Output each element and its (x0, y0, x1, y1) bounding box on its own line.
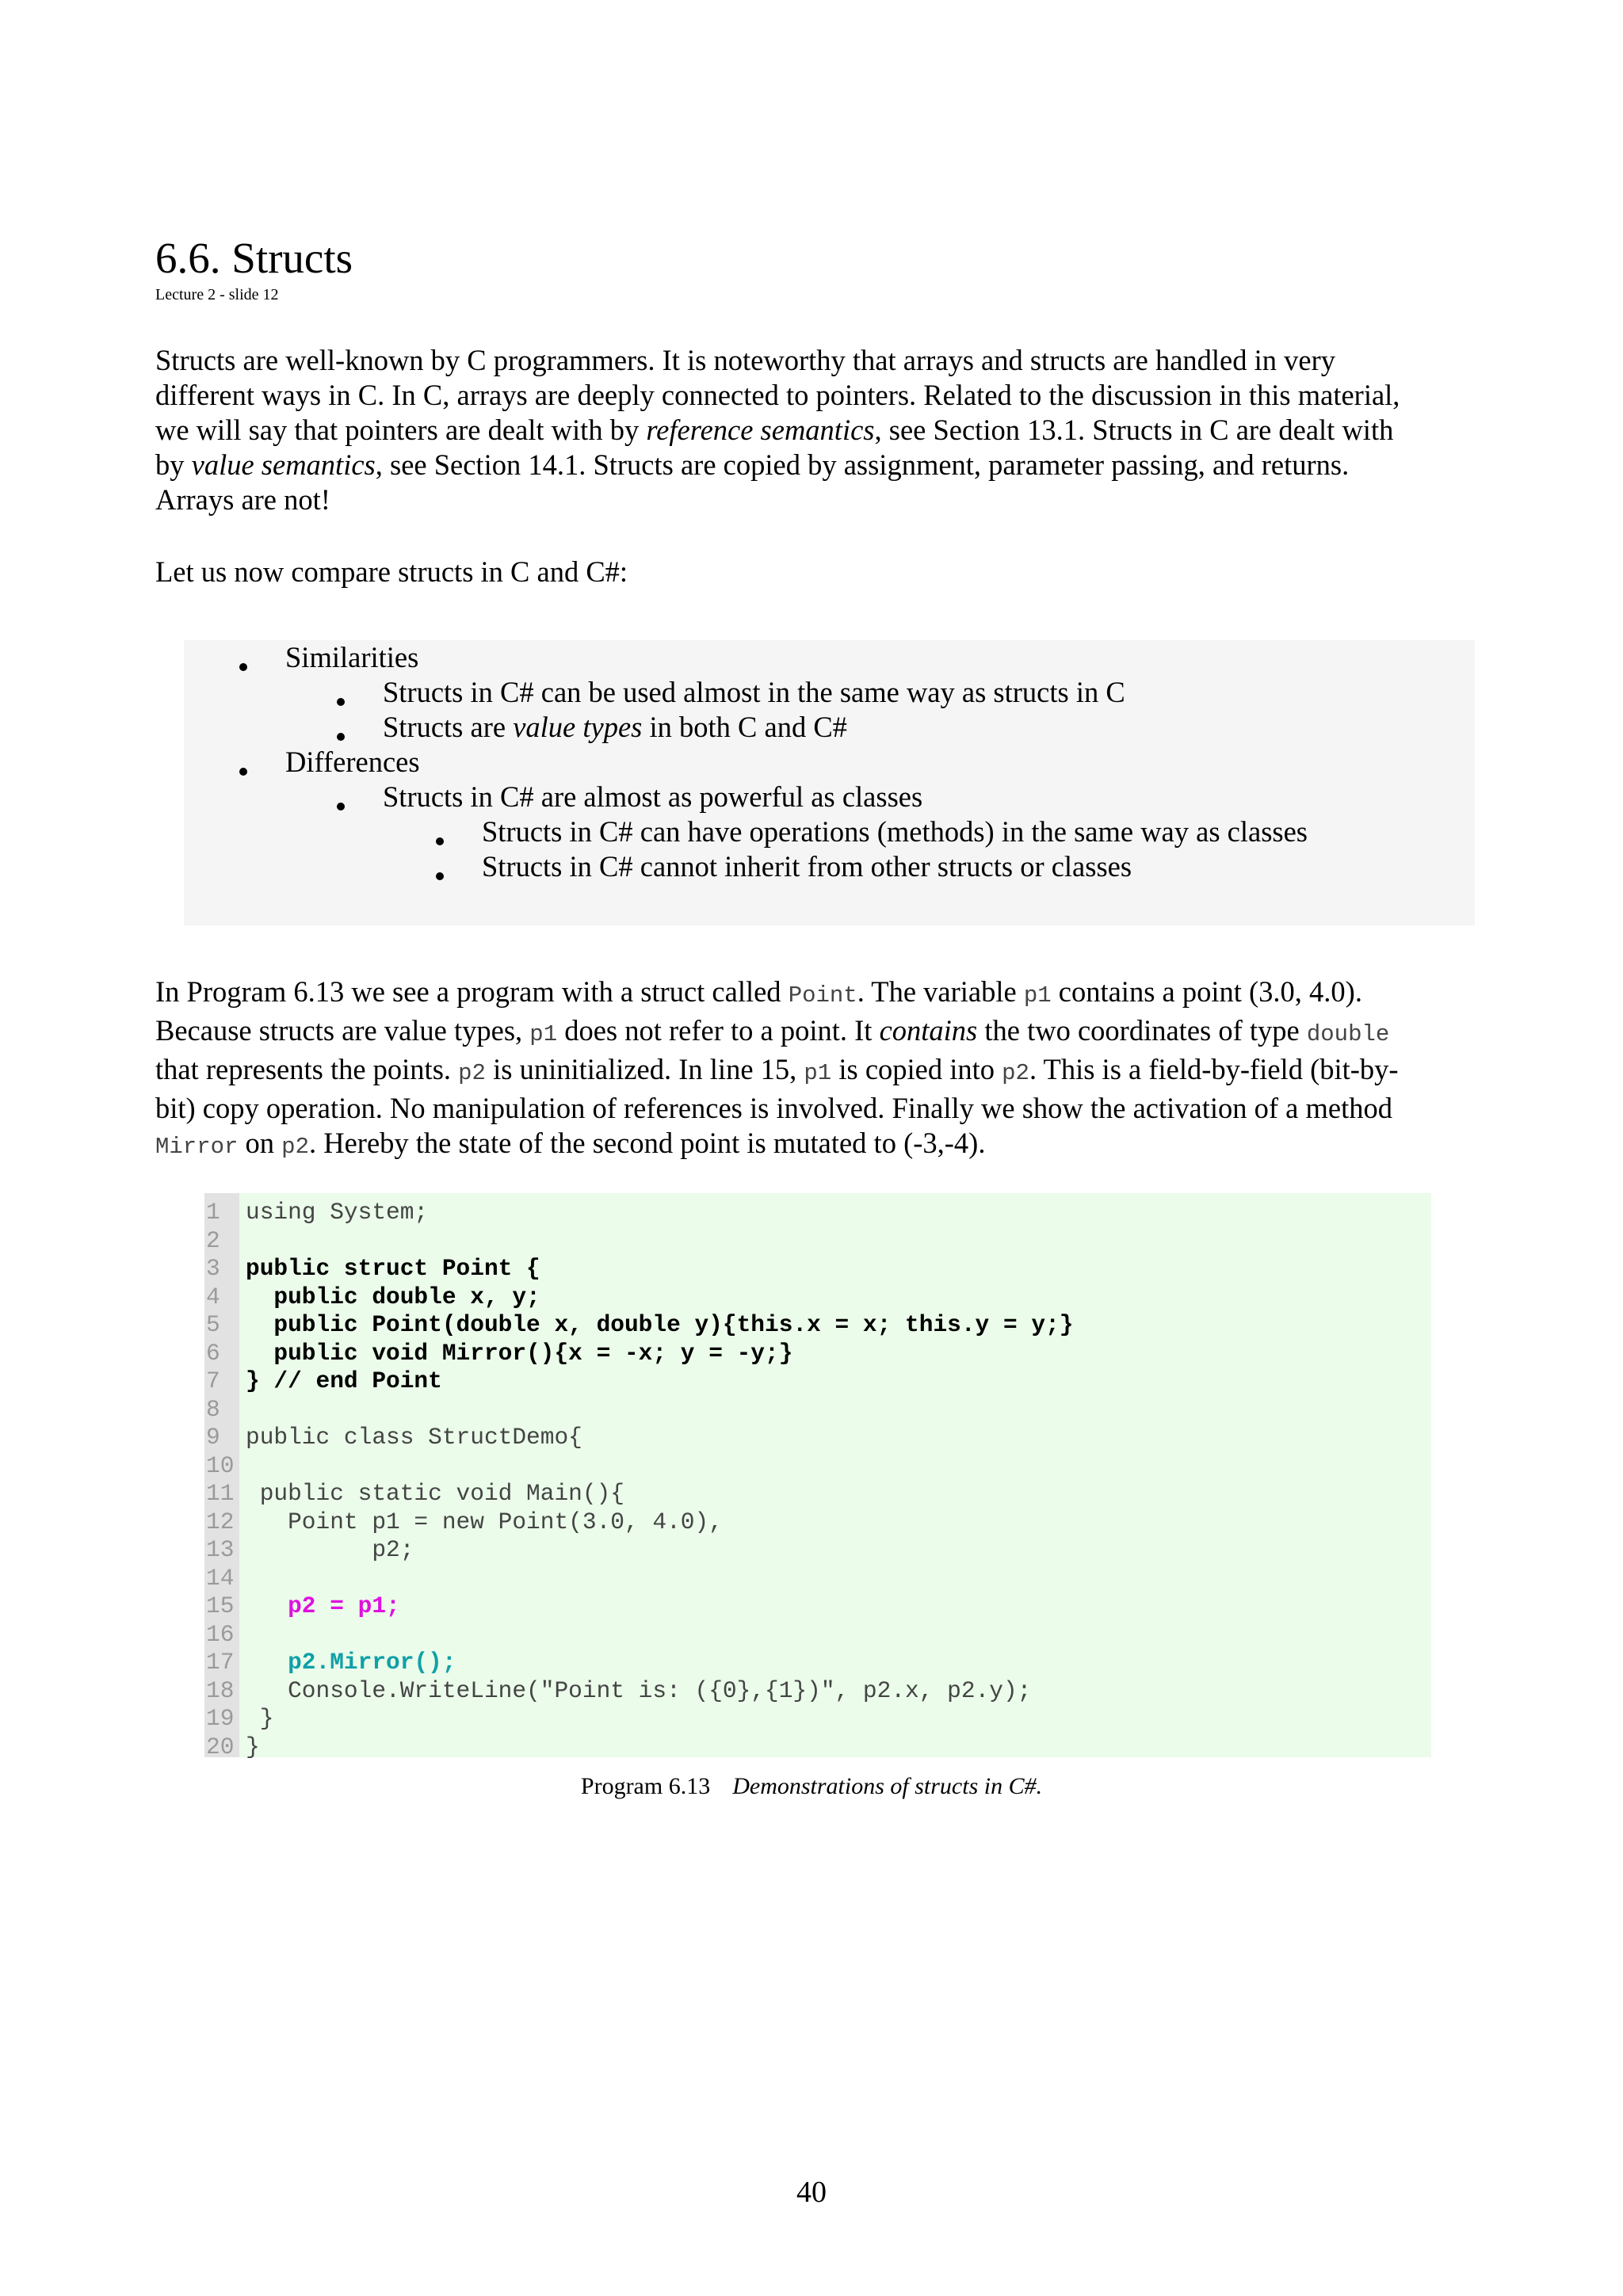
caption-number: Program 6.13 (580, 1773, 711, 1799)
caption-text: Demonstrations of structs in C#. (732, 1773, 1043, 1799)
bullet-diff-1: Structs in C# are almost as powerful as classes (383, 780, 923, 813)
line-number: 6 (206, 1339, 220, 1367)
line-number: 13 (206, 1536, 235, 1563)
page-number: 40 (796, 2176, 827, 2209)
explain-line: Because structs are value types, p1 does not refer to a point. It contains the two coordinates of type double (155, 1014, 1390, 1047)
bullet-similarities: Similarities (285, 641, 419, 673)
intro-line: different ways in C. In C, arrays are deeply connected to pointers. Related to the discussion in this material, (155, 379, 1400, 411)
code-text: Point p1 = new Point(3.0, 4.0), (246, 1508, 723, 1535)
bullet-differences: Differences (285, 746, 420, 778)
line-number: 16 (206, 1620, 235, 1648)
inline-code: Point (788, 982, 857, 1009)
bullet-icon (337, 803, 345, 810)
program-caption (0, 1772, 1623, 1801)
line-number: 18 (206, 1676, 235, 1704)
bullet-diff-1b: Structs in C# cannot inherit from other structs or classes (482, 850, 1132, 883)
line-number: 10 (206, 1451, 235, 1479)
intro-line: we will say that pointers are dealt with by reference semantics, see Section 13.1. Structs in C are dealt with (155, 414, 1394, 446)
slide-summary-box (184, 640, 1475, 925)
emphasis: contains (879, 1014, 978, 1047)
compare-intro: Let us now compare structs in C and C#: (155, 555, 628, 588)
inline-code: p1 (1023, 982, 1052, 1009)
code-text: public static void Main(){ (246, 1480, 624, 1507)
code-text: p2; (246, 1536, 414, 1563)
emphasis: value types (513, 711, 643, 743)
line-number: 5 (206, 1311, 220, 1338)
emphasis: reference semantics (646, 414, 875, 446)
line-number: 19 (206, 1705, 235, 1732)
line-number: 11 (206, 1480, 235, 1507)
bullet-icon (436, 872, 444, 880)
line-number: 17 (206, 1649, 235, 1676)
bullet-icon (436, 837, 444, 845)
inline-code: p2 (458, 1060, 486, 1086)
code-text: } // end Point (246, 1367, 442, 1394)
inline-code: p2 (281, 1134, 309, 1160)
inline-code: Mirror (155, 1134, 239, 1160)
bullet-sim-1: Structs in C# can be used almost in the same way as structs in C (383, 676, 1125, 708)
code-text: p2 = p1; (246, 1592, 400, 1619)
section-title: 6.6. Structs (155, 234, 353, 282)
code-text: p2.Mirror(); (246, 1649, 456, 1676)
line-number: 1 (206, 1199, 220, 1226)
emphasis: value semantics (191, 448, 376, 481)
line-number: 20 (206, 1733, 235, 1760)
inline-code: p1 (529, 1021, 558, 1047)
bullet-icon (239, 663, 247, 671)
line-number: 12 (206, 1508, 235, 1535)
intro-line: Arrays are not! (155, 483, 330, 516)
code-text: public Point(double x, double y){this.x = x; this.y = y;} (246, 1311, 1074, 1338)
line-number: 15 (206, 1592, 235, 1619)
line-number: 14 (206, 1564, 235, 1592)
inline-code: double (1306, 1021, 1390, 1047)
code-text: using System; (246, 1199, 429, 1226)
intro-paragraph (155, 343, 1471, 517)
explain-line: that represents the points. p2 is uninitialized. In line 15, p1 is copied into p2. This is a field-by-field (bit-by- (155, 1053, 1399, 1086)
line-number: 9 (206, 1424, 220, 1451)
line-number: 7 (206, 1367, 220, 1394)
code-text: public struct Point { (246, 1255, 540, 1282)
explain-line: Mirror on p2. Hereby the state of the second point is mutated to (-3,-4). (155, 1127, 986, 1160)
line-number: 4 (206, 1283, 220, 1310)
bullet-diff-1a: Structs in C# can have operations (methods) in the same way as classes (482, 815, 1308, 848)
line-number: 8 (206, 1395, 220, 1423)
line-number: 2 (206, 1226, 220, 1254)
section-subtitle: Lecture 2 - slide 12 (155, 286, 279, 303)
code-text: public class StructDemo{ (246, 1424, 582, 1451)
bullet-icon (239, 768, 247, 776)
code-text: } (246, 1705, 274, 1732)
bullet-sim-2: Structs are value types in both C and C# (383, 711, 847, 743)
line-number: 3 (206, 1255, 220, 1282)
bullet-icon (337, 698, 345, 706)
inline-code: p1 (804, 1060, 832, 1086)
explanation-paragraph (155, 974, 1471, 1165)
intro-line: Structs are well-known by C programmers. It is noteworthy that arrays and structs are handled in very (155, 344, 1335, 376)
bullet-icon (337, 733, 345, 741)
code-text: public double x, y; (246, 1283, 540, 1310)
code-listing (204, 1193, 1431, 1760)
code-text: public void Mirror(){x = -x; y = -y;} (246, 1339, 793, 1367)
inline-code: p2 (1002, 1060, 1029, 1086)
explain-line: In Program 6.13 we see a program with a struct called Point. The variable p1 contains a point (3.0, 4.0). (155, 975, 1362, 1009)
explain-line: bit) copy operation. No manipulation of references is involved. Finally we show the activation of a method (155, 1092, 1392, 1124)
code-text: } (246, 1733, 260, 1760)
intro-line: by value semantics, see Section 14.1. Structs are copied by assignment, parameter passing, and returns. (155, 448, 1350, 481)
code-text: Console.WriteLine("Point is: ({0},{1})", p2.x, p2.y); (246, 1676, 1032, 1704)
